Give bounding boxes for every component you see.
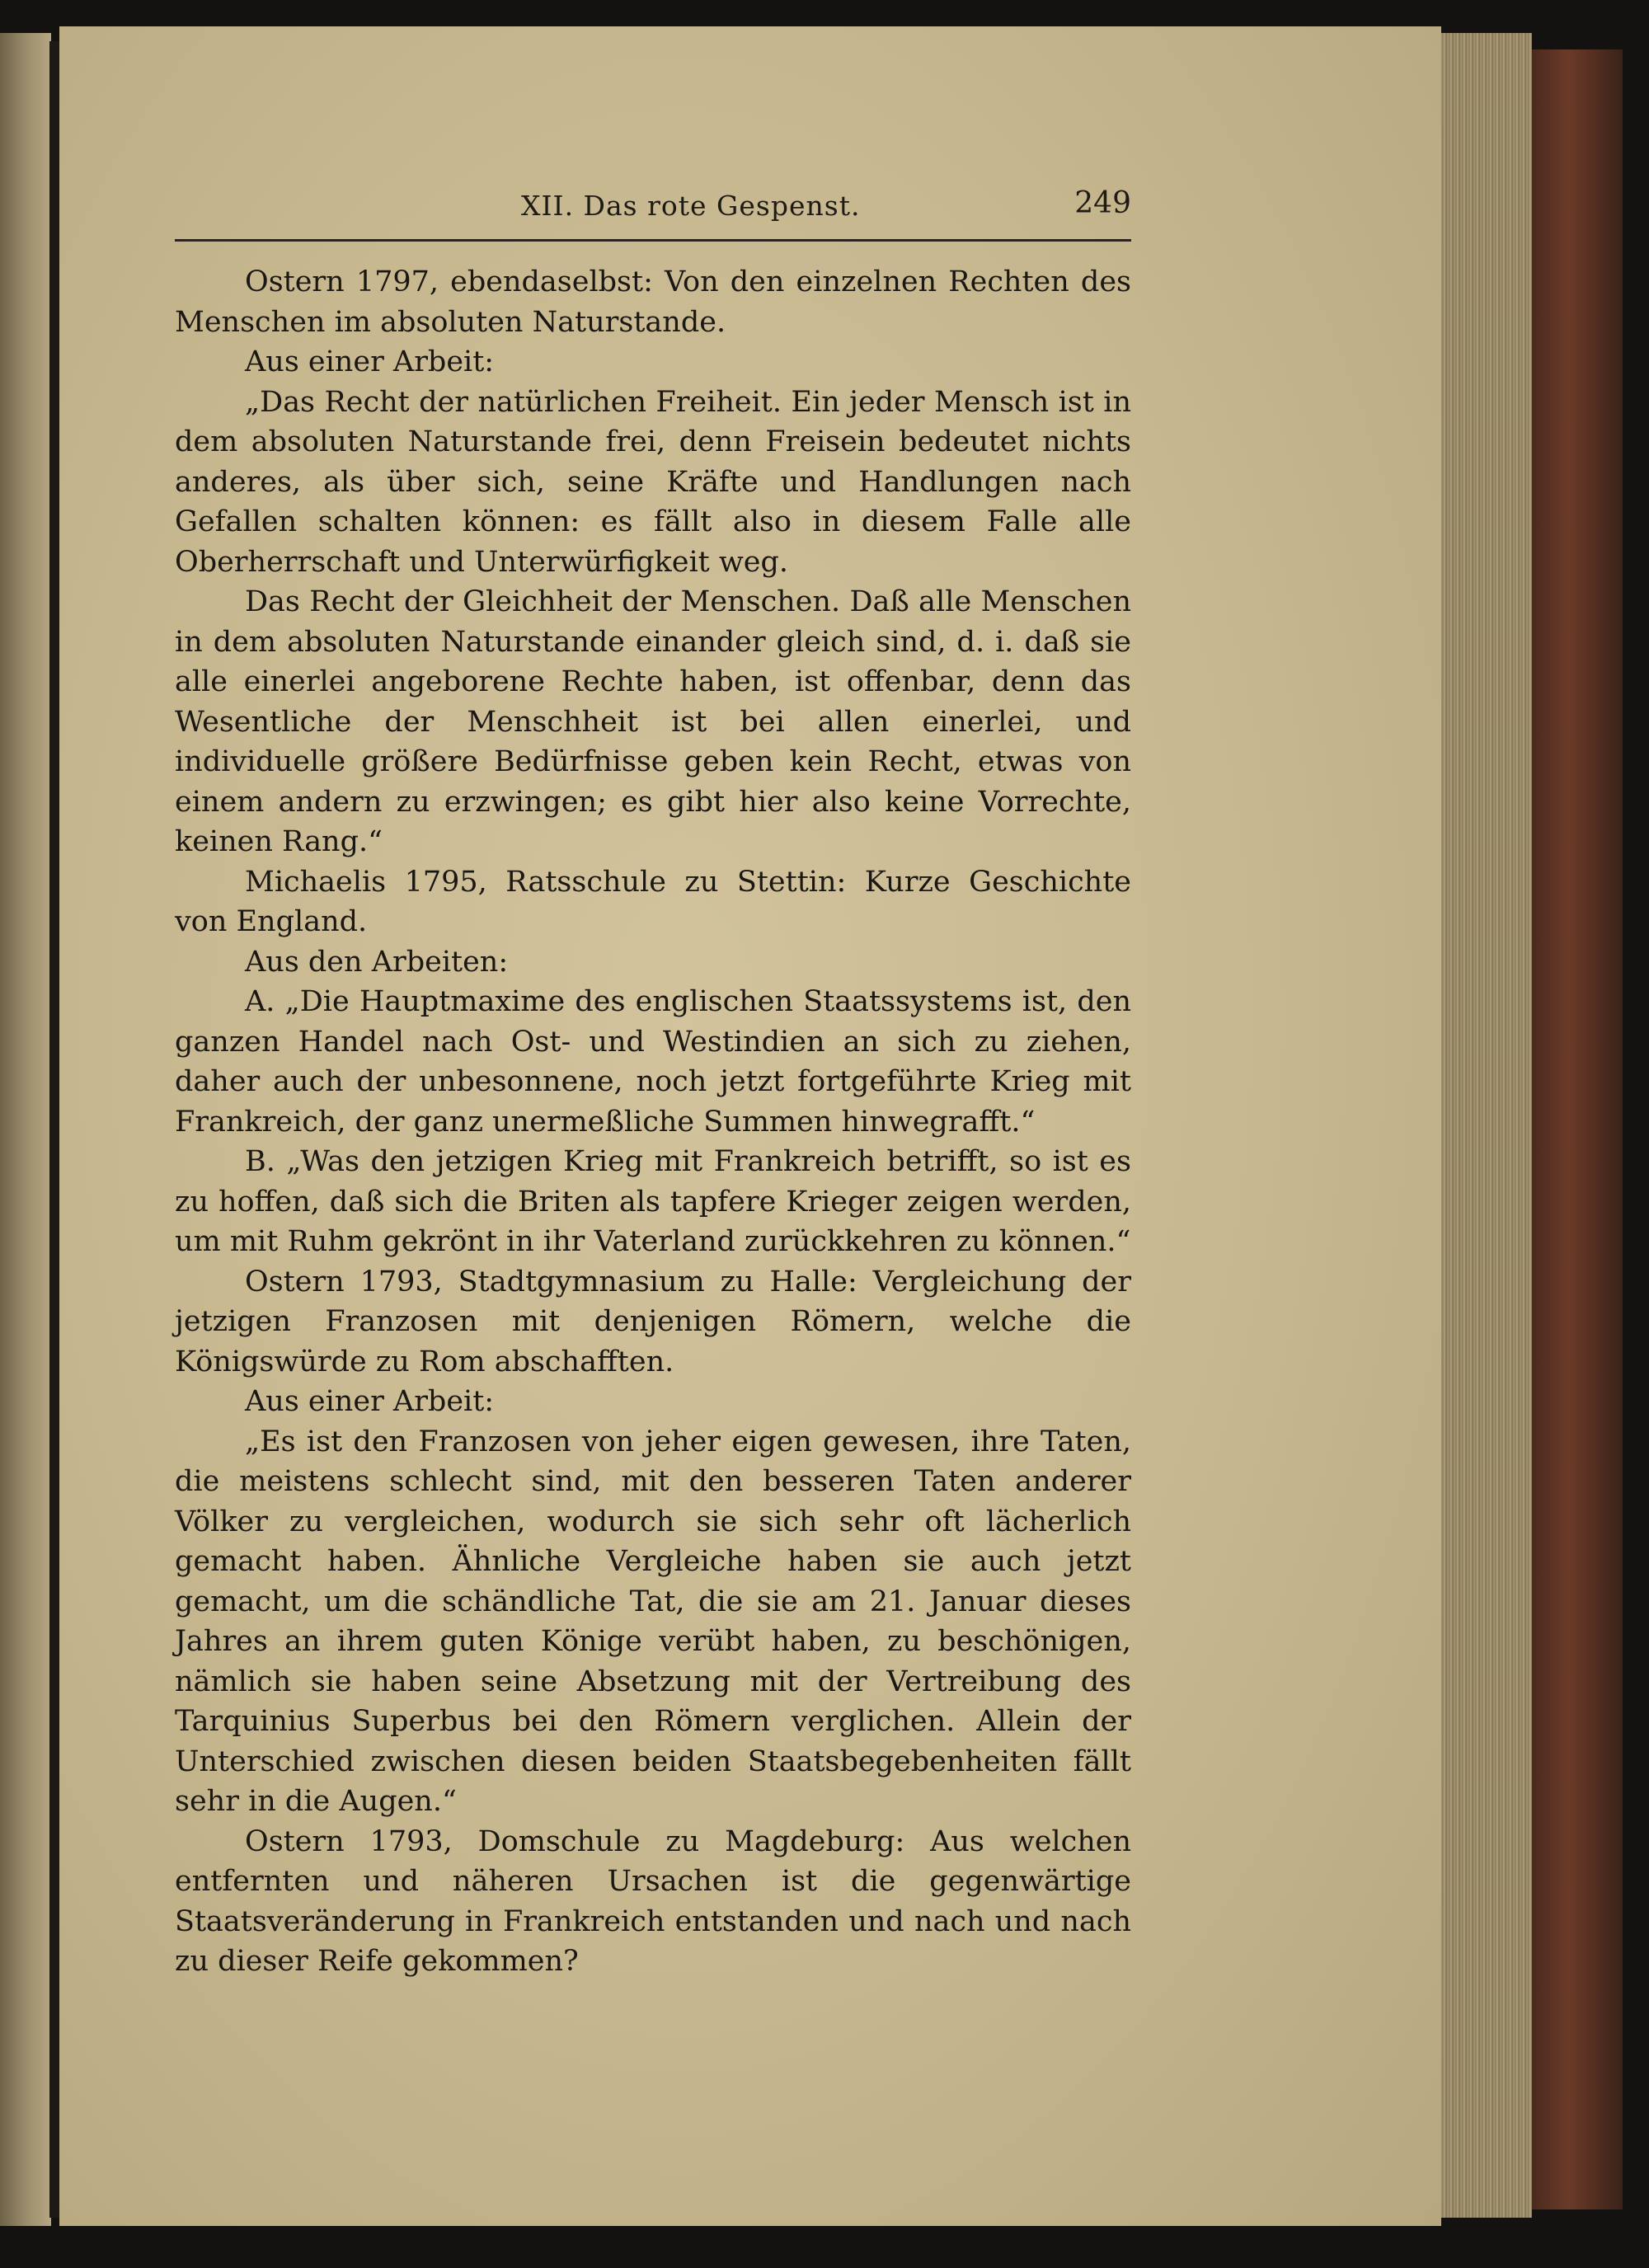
chapter-title: XII. Das rote Gespenst. [521, 190, 861, 222]
page-number: 249 [1074, 186, 1131, 220]
running-header [175, 186, 1131, 232]
paragraph-12: Ostern 1793, Domschule zu Magdeburg: Aus welchen entfernten und näheren Ursachen ist die gegenwärtige Staatsveränderung in Frankreich entstanden und nach und nach zu dieser Reife gekommen? [175, 1824, 1131, 1978]
page-body [175, 262, 1131, 1982]
book-binding [1532, 49, 1623, 2209]
paragraph-1: Ostern 1797, ebendaselbst: Von den einzelnen Rechten des Menschen im absoluten Naturstande. [175, 265, 1131, 339]
header-rule [175, 239, 1131, 242]
paragraph-11: „Es ist den Franzosen von jeher eigen gewesen, ihre Taten, die meistens schlecht sind, mit den besseren Taten anderer Völker zu vergleichen, wodurch sie sich sehr oft lächerlich gemacht haben. Ähnliche Vergleiche haben sie auch jetzt gemacht, um die schändliche Tat, die sie am 21. Januar dieses Jahres an ihrem guten Könige verübt haben, zu beschönigen, nämlich sie haben seine Absetzung mit der Vertreibung des Tarquinius Superbus bei den Römern verglichen. Allein der Unterschied zwischen diesen beiden Staatsbegebenheiten fällt sehr in die Augen.“ [175, 1425, 1131, 1818]
paragraph-5: Michaelis 1795, Ratsschule zu Stettin: Kurze Geschichte von England. [175, 865, 1131, 938]
book-gutter [49, 41, 59, 2218]
paragraph-2: Aus einer Arbeit: [245, 345, 495, 378]
page-edges [1441, 33, 1532, 2218]
paragraph-4: Das Recht der Gleichheit der Menschen. Daß alle Menschen in dem absoluten Naturstande einander gleich sind, d. i. daß sie alle einerlei angeborene Rechte haben, ist offenbar, denn das Wesentliche der Menschheit ist bei allen einerlei, und individuelle größere Bedürfnisse geben kein Recht, etwas von einem andern zu erzwingen; es gibt hier also keine Vorrechte, keinen Rang.“ [175, 585, 1131, 858]
paragraph-10: Aus einer Arbeit: [245, 1385, 495, 1418]
paragraph-3: „Das Recht der natürlichen Freiheit. Ein jeder Mensch ist in dem absoluten Naturstande frei, denn Freisein bedeutet nichts anderes, als über sich, seine Kräfte und Handlungen nach Gefallen schalten können: es fällt also in diesem Falle alle Oberherrschaft und Unterwürfigkeit weg. [175, 385, 1131, 579]
left-page-edge [0, 33, 51, 2226]
paragraph-8: B. „Was den jetzigen Krieg mit Frankreich betrifft, so ist es zu hoffen, daß sich die Briten als tapfere Krieger zeigen werden, um mit Ruhm gekrönt in ihr Vaterland zurückkehren zu können.“ [175, 1145, 1131, 1258]
paragraph-7: A. „Die Hauptmaxime des englischen Staatssystems ist, den ganzen Handel nach Ost- und Westindien an sich zu ziehen, daher auch der unbesonnene, noch jetzt fortgeführte Krieg mit Frankreich, der ganz unermeßliche Summen hinwegrafft.“ [175, 985, 1131, 1139]
paragraph-9: Ostern 1793, Stadtgymnasium zu Halle: Vergleichung der jetzigen Franzosen mit denjenigen Römern, welche die Königswürde zu Rom abschafften. [175, 1265, 1131, 1378]
paragraph-6: Aus den Arbeiten: [245, 945, 509, 979]
